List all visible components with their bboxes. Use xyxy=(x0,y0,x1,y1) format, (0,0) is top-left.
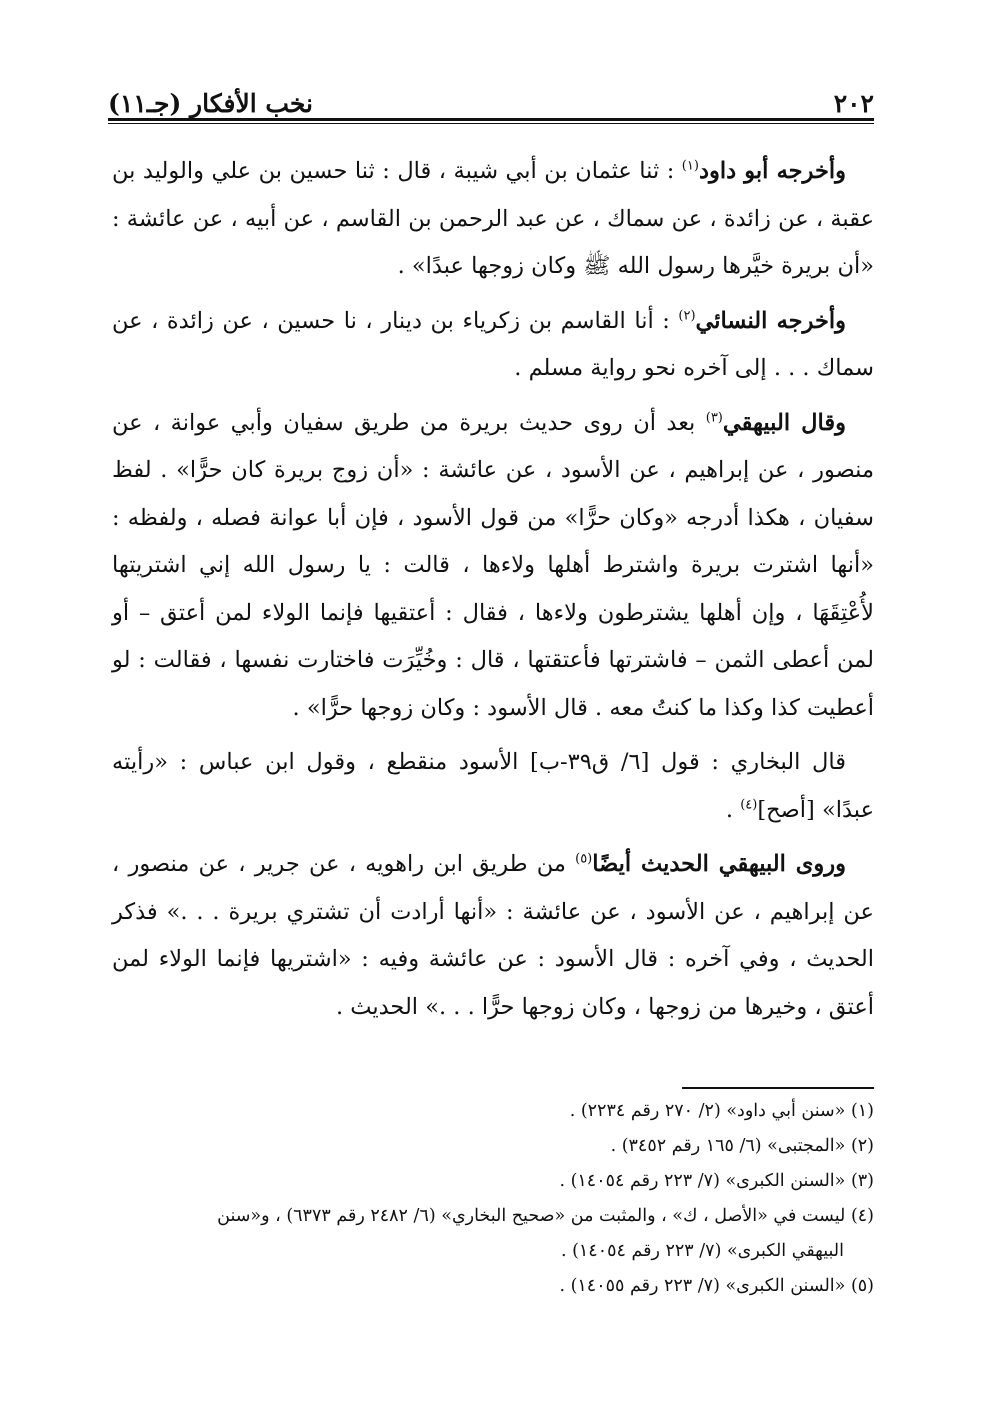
footnote-4 xyxy=(112,1199,874,1234)
footnote-number: (١) xyxy=(850,1101,874,1121)
paragraph-abu-dawud xyxy=(112,148,874,291)
paragraph-bayhaqi-second xyxy=(112,841,874,1031)
paragraph-text: من طريق ابن راهويه ، عن جرير ، عن منصور ، عن إبراهيم ، عن الأسود ، عن عائشة : «أنها أرادت أن تشتري بريرة . . .» فذكر الحديث ، وفي آخره : قال الأسود : عن عائشة وفيه : «اشتريها فإنما الولاء لمن أعتق ، وخيرها من زوجها ، وكان زوجها حرًّا . . .» الحديث . xyxy=(112,851,874,1020)
footnote-1 xyxy=(112,1094,874,1129)
paragraph-text: بعد أن روى حديث بريرة من طريق سفيان وأبي عوانة ، عن منصور ، عن إبراهيم ، عن الأسود ، عن عائشة : «أن زوج بريرة كان حرًّا» . لفظ سفيان ، هكذا أدرجه «وكان حرًّا» من قول الأسود ، فإن أبا عوانة فصله ، ولفظه : «أنها اشترت بريرة واشترط أهلها ولاءها ، قالت : يا رسول الله إني اشتريتها لأُعْتِقَهَا ، وإن أهلها يشترطون ولاءها ، فقال : أعتقيها فإنما الولاء لمن أعتق – أو لمن أعطى الثمن – فاشترتها فأعتقتها ، قال : وخُيِّرَت فاختارت نفسها ، فقالت : لو أعطيت كذا وكذا ما كنتُ معه . قال الأسود : وكان زوجها حرًّا» . xyxy=(112,409,874,721)
paragraph-lead: وروى البيهقي الحديث أيضًا xyxy=(592,851,846,877)
page-number: ٢٠٢ xyxy=(833,89,874,118)
paragraph-lead: وقال البيهقي xyxy=(722,409,846,436)
footnote-text: البيهقي الكبرى» (٧/ ٢٢٣ رقم ١٤٠٥٤) . xyxy=(560,1241,844,1261)
running-header xyxy=(108,74,874,118)
paragraph-nasai xyxy=(112,298,874,393)
paragraph-text: : ثنا عثمان بن أبي شيبة ، قال : ثنا حسين بن علي والوليد بن عقبة ، عن زائدة ، عن سماك ، عن عبد الرحمن بن القاسم ، عن أبيه ، عن عائشة : «أن بريرة خيَّرها رسول الله ﷺ وكان زوجها عبدًا» . xyxy=(112,158,874,279)
footnote-5 xyxy=(112,1269,874,1304)
paragraph-text: قال البخاري : قول [٦/ ق٣٩-ب] الأسود منقطع ، وقول ابن عباس : «رأيته عبدًا» [أصح] xyxy=(112,749,874,823)
footnote-ref[interactable]: (١) xyxy=(681,158,699,174)
footnote-number: (٢) xyxy=(850,1136,874,1156)
paragraph-tail: . xyxy=(725,796,741,823)
footnote-ref[interactable]: (٥) xyxy=(575,851,593,867)
footnote-text: «السنن الكبرى» (٧/ ٢٢٣ رقم ١٤٠٥٤) . xyxy=(559,1171,846,1191)
paragraph-text: : أنا القاسم بن زكرياء بن دينار ، نا حسين ، عن زائدة ، عن سماك . . . إلى آخره نحو رواية مسلم . xyxy=(112,307,874,381)
header-rule xyxy=(108,118,874,124)
footnotes xyxy=(112,1094,874,1304)
footnote-text: «السنن الكبرى» (٧/ ٢٢٣ رقم ١٤٠٥٥) . xyxy=(559,1276,846,1296)
footnote-number: (٣) xyxy=(850,1171,874,1191)
main-text xyxy=(112,148,874,1038)
footnote-ref[interactable]: (٣) xyxy=(705,410,723,425)
footnote-2 xyxy=(112,1129,874,1164)
footnote-3 xyxy=(112,1164,874,1199)
footnote-number: (٤) xyxy=(850,1206,874,1226)
footnote-4-continuation xyxy=(112,1234,874,1269)
footnote-text: «المجتبى» (٦/ ١٦٥ رقم ٣٤٥٢) . xyxy=(610,1136,846,1156)
footnote-rule xyxy=(682,1087,874,1089)
footnote-text: «سنن أبي داود» (٢/ ٢٧٠ رقم ٢٢٣٤) . xyxy=(569,1101,846,1121)
book-title: نخب الأفكار (جـ١١) xyxy=(108,89,314,118)
paragraph-lead: وأخرجه أبو داود xyxy=(698,158,847,184)
footnote-text: ليست في «الأصل ، ك» ، والمثبت من «صحيح البخاري» (٦/ ٢٤٨٢ رقم ٦٣٧٣) ، و«سنن xyxy=(217,1206,846,1226)
footnote-number: (٥) xyxy=(850,1276,874,1296)
paragraph-lead: وأخرجه النسائي xyxy=(695,307,846,334)
footnote-ref[interactable]: (٢) xyxy=(678,308,696,323)
paragraph-bayhaqi xyxy=(112,400,874,733)
footnote-ref[interactable]: (٤) xyxy=(740,797,758,812)
paragraph-bukhari xyxy=(112,739,874,834)
